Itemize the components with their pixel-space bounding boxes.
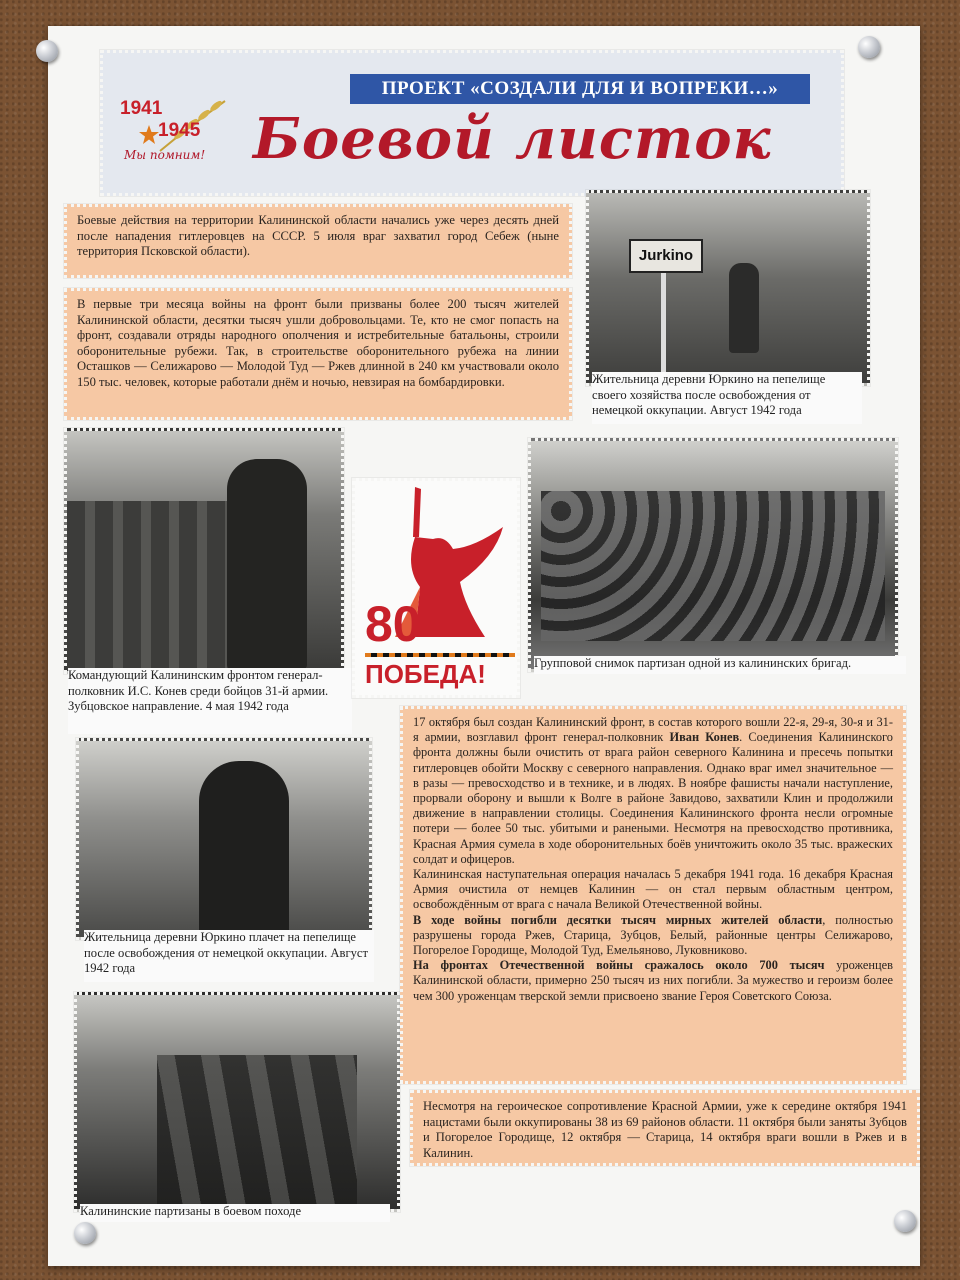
project-title: ПРОЕКТ «СОЗДАЛИ ДЛЯ И ВОПРЕКИ…»	[350, 74, 810, 104]
woman-crying-figure	[199, 761, 289, 937]
soldiers-bold: На фронтах Отечественной войны сражалось около 700 тысяч	[413, 958, 825, 973]
caption-partisans-group: Групповой снимок партизан одной из калининских бригад.	[534, 656, 906, 674]
photo-konev-soldiers	[64, 428, 344, 674]
pushpin-top-right	[858, 36, 880, 58]
text-occupation: Несмотря на героическое сопротивление Красной Армии, уже к середине октября 1941 нацистами были оккупированы 38 из 69 районов области. 11 октября были заняты Зубцов и Погорелое Городище, 12 октября — Старица, 14 октября враги вошли в Ржев и в Калинин.	[423, 1099, 907, 1160]
front-text-a: 17 октября был создан Калининский фронт, в состав которого вошли 22-я, 29-я, 30-я и 31-я армии, возглавил фронт генерал-полковник	[413, 715, 893, 745]
soldiers-row	[67, 501, 227, 671]
text-intro: Боевые действия на территории Калининской области начались уже через десять дней после нападения гитлеровцев на СССР. 5 июля враг захватил город Себеж (ныне территория Псковской области).	[77, 213, 559, 258]
text-mobilization: В первые три месяца войны на фронт были призваны более 200 тысяч жителей Калининской области, десятки тысяч ушли добровольцами. Те, кто не смог попасть на фронт, создавали отряды народного ополчения и истребительные батальоны, строили оборонительные рубежи. Так, в строительстве оборонительного рубежа на линии Осташков — Селижарово — Молодой Туд — Ржев длинной в 240 км участвовали около 150 тыс. человек, которые работали днём и ночью, невзирая на бомбардировки.	[77, 297, 559, 389]
caption-konev: Командующий Калининским фронтом генерал-полковник И.С. Конев среди бойцов 31-й армии. Зубцовское направление. 4 мая 1942 года	[68, 668, 352, 734]
victory-80-emblem	[352, 478, 520, 698]
caption-partisans-march: Калининские партизаны в боевом походе	[80, 1204, 390, 1222]
marching-figures	[157, 1055, 357, 1209]
victory-word: ПОБЕДА!	[365, 659, 486, 689]
caption-woman-crying: Жительница деревни Юркино плачет на пепелище после освобождения от немецкой оккупации. Август 1942 года	[84, 930, 374, 982]
woman-figure	[729, 263, 759, 353]
text-block-intro	[64, 204, 572, 278]
paragraph-civilians	[413, 913, 893, 959]
civilians-text: , полностью разрушены города Ржев, Старица, Зубцов, Белый, районные центры Селижарово, Погорелое Городище, Молодой Туд, Емельяново, Луковниково.	[413, 912, 893, 958]
logo-slogan: Мы помним!	[124, 148, 206, 162]
text-block-occupation	[410, 1090, 920, 1166]
photo-jurkino-ruins	[586, 190, 870, 386]
konev-name: Иван Конев	[669, 730, 740, 745]
pushpin-bottom-left	[74, 1222, 96, 1244]
pushpin-top-left	[36, 40, 58, 62]
soldiers-text: уроженцев Калининской области, примерно 250 тысяч из них погибли. За мужество и героизм более чем 300 уроженцам тверской земли присвоено звание Героя Советского Союза.	[413, 958, 893, 1003]
paragraph-front-formed	[413, 715, 893, 867]
partisans-crowd	[541, 491, 885, 641]
paragraph-offensive: Калининская наступательная операция началась 5 декабря 1941 года. 16 декабря Красная Армия очистила от немцев Калинин — он стал первым областным центром, освобождённым от врага с начала Великой Отечественной войны.	[413, 867, 893, 912]
jurkino-sign: Jurkino	[629, 239, 703, 273]
poster-title: Боевой листок	[253, 106, 772, 172]
victory-number: 80	[365, 596, 421, 652]
logo-year-end: 1945	[158, 120, 201, 141]
logo-year-start: 1941	[120, 98, 163, 119]
logo-1941-1945	[120, 96, 230, 166]
photo-woman-crying	[76, 738, 372, 940]
st-george-ribbon	[365, 653, 515, 657]
poster-sheet	[48, 26, 920, 1266]
text-block-kalinin-front	[400, 706, 906, 1084]
pushpin-bottom-right	[894, 1210, 916, 1232]
general-figure	[227, 459, 307, 669]
text-block-mobilization	[64, 288, 572, 420]
front-text-b: . Соединения Калининского фронта должны были очистить от врага район северного Калинина и пресечь попытки гитлеровцев обойти Москву с северного направления. Однако враг имел значительное — в разы — превосходство и в технике, и в людях. В ноябре фашисты начали наступление, прорвали оборону и вышли к Волге в районе Завидово, захватили Клин и продолжили движение в направлении столицы. Соединения Калининского фронта несли огромные потери — более 50 тыс. убитыми и ранеными. Несмотря на превосходство противника, Красная Армия сумела в ходе оборонительных боёв уничтожить около 35 тыс. вражеских солдат и офицеров.	[413, 730, 893, 866]
civilians-bold: В ходе войны погибли десятки тысяч мирных жителей области	[413, 912, 823, 927]
photo-partisans-group	[528, 438, 898, 672]
sign-post	[661, 273, 666, 373]
order-star-icon	[138, 124, 160, 146]
caption-jurkino: Жительница деревни Юркино на пепелище своего хозяйства после освобождения от немецкой оккупации. Август 1942 года	[592, 372, 862, 424]
photo-partisans-march	[74, 992, 400, 1212]
paragraph-soldiers	[413, 958, 893, 1004]
